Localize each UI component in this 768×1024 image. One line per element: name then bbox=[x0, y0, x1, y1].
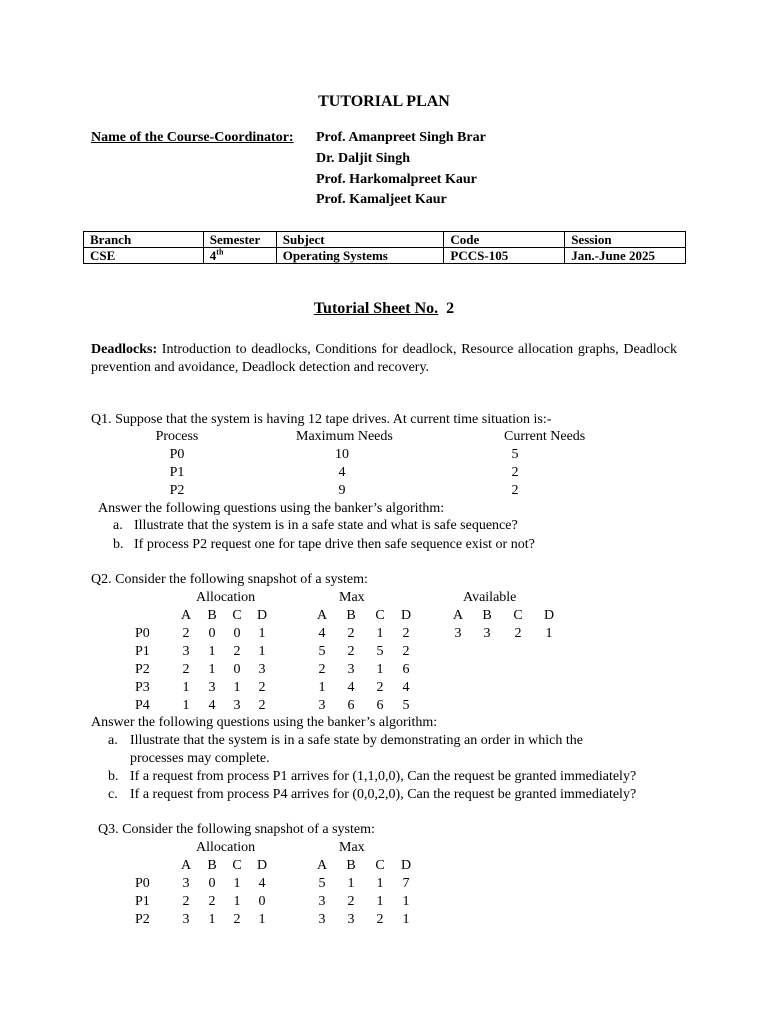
max-cell: 2 bbox=[318, 662, 326, 677]
allocation-cell: 1 bbox=[258, 626, 266, 641]
process-label: P2 bbox=[135, 662, 150, 677]
allocation-cell: 3 bbox=[182, 876, 190, 891]
max-cell: 2 bbox=[347, 626, 355, 641]
allocation-cell: 1 bbox=[208, 662, 216, 677]
max-cell: 5 bbox=[318, 876, 326, 891]
q2-alloc-label: Allocation bbox=[196, 590, 256, 605]
process-label: P0 bbox=[135, 876, 150, 891]
sheet-number: 2 bbox=[446, 300, 455, 317]
available-cell: 3 bbox=[483, 626, 491, 641]
column-letter: D bbox=[256, 608, 268, 623]
q1-col-max bbox=[296, 429, 393, 445]
max-cell: 4 bbox=[402, 680, 410, 695]
q1-current: 2 bbox=[511, 483, 519, 498]
q1-max: 10 bbox=[335, 447, 349, 462]
max-cell: 2 bbox=[376, 912, 384, 927]
max-cell: 2 bbox=[347, 894, 355, 909]
column-letter: A bbox=[316, 608, 328, 623]
allocation-cell: 2 bbox=[233, 912, 241, 927]
available-cell: 1 bbox=[545, 626, 553, 641]
topic-paragraph bbox=[91, 341, 677, 377]
column-letter: D bbox=[543, 608, 555, 623]
allocation-cell: 2 bbox=[182, 662, 190, 677]
allocation-cell: 1 bbox=[233, 680, 241, 695]
max-cell: 6 bbox=[376, 698, 384, 713]
column-letter: C bbox=[232, 608, 242, 623]
q1-col-max-label: Maximum Needs bbox=[296, 429, 393, 444]
q1-process: P1 bbox=[169, 465, 185, 480]
q1-instruction: Answer the following questions using the banker’s algorithm: bbox=[98, 501, 445, 516]
table-row bbox=[84, 248, 686, 264]
topic-text: Introduction to deadlocks, Conditions for deadlock, Resource allocation graphs, Deadlock prevention and avoidance, Deadlock detection and recovery. bbox=[91, 342, 677, 375]
q2-part-text: Illustrate that the system is in a safe state by demonstrating an order in which the bbox=[130, 733, 583, 748]
max-cell: 2 bbox=[402, 644, 410, 659]
allocation-cell: 2 bbox=[208, 894, 216, 909]
coordinator-label: Name of the Course-Coordinator: bbox=[91, 130, 294, 145]
coordinator-name: Prof. Harkomalpreet Kaur bbox=[316, 172, 477, 187]
max-cell: 1 bbox=[402, 912, 410, 927]
max-cell: 2 bbox=[402, 626, 410, 641]
allocation-cell: 3 bbox=[182, 912, 190, 927]
session-value: Jan.-June 2025 bbox=[565, 248, 686, 264]
max-cell: 3 bbox=[318, 912, 326, 927]
available-cell: 2 bbox=[514, 626, 522, 641]
max-cell: 7 bbox=[402, 876, 410, 891]
max-cell: 1 bbox=[318, 680, 326, 695]
header-semester: Semester bbox=[203, 232, 276, 248]
process-label: P1 bbox=[135, 894, 150, 909]
q3-max-label: Max bbox=[339, 840, 365, 855]
max-cell: 2 bbox=[376, 680, 384, 695]
column-letter: B bbox=[346, 608, 356, 623]
allocation-cell: 1 bbox=[208, 912, 216, 927]
allocation-cell: 3 bbox=[258, 662, 266, 677]
q2-part-label: c. bbox=[108, 787, 118, 802]
q1-part-label: a. bbox=[113, 518, 123, 533]
max-cell: 3 bbox=[318, 698, 326, 713]
max-cell: 3 bbox=[347, 662, 355, 677]
max-cell: 6 bbox=[402, 662, 410, 677]
allocation-cell: 2 bbox=[182, 626, 190, 641]
q2-instruction: Answer the following questions using the banker’s algorithm: bbox=[91, 715, 438, 730]
q1-col-current: Current Needs bbox=[504, 429, 586, 444]
column-letter: C bbox=[375, 858, 385, 873]
max-cell: 3 bbox=[318, 894, 326, 909]
column-letter: D bbox=[400, 858, 412, 873]
branch-value: CSE bbox=[84, 248, 204, 264]
column-letter: B bbox=[207, 608, 217, 623]
max-cell: 1 bbox=[376, 662, 384, 677]
allocation-cell: 1 bbox=[182, 680, 190, 695]
allocation-cell: 3 bbox=[208, 680, 216, 695]
q2-max-label: Max bbox=[339, 590, 365, 605]
header-session: Session bbox=[565, 232, 686, 248]
q1-current: 2 bbox=[511, 465, 519, 480]
allocation-cell: 0 bbox=[208, 876, 216, 891]
q2-part-label: a. bbox=[108, 733, 118, 748]
allocation-cell: 0 bbox=[233, 626, 241, 641]
q1-col-process: Process bbox=[155, 429, 199, 444]
semester-suffix: th bbox=[216, 247, 224, 257]
allocation-cell: 0 bbox=[208, 626, 216, 641]
q2-part-text: If a request from process P4 arrives for (0,0,2,0), Can the request be granted immediately? bbox=[130, 787, 637, 802]
table-header-row bbox=[84, 232, 686, 248]
header-branch: Branch bbox=[84, 232, 204, 248]
semester-number: 4 bbox=[209, 248, 217, 263]
column-letter: C bbox=[375, 608, 385, 623]
process-label: P1 bbox=[135, 644, 150, 659]
max-cell: 1 bbox=[402, 894, 410, 909]
process-label: P0 bbox=[135, 626, 150, 641]
page-title: TUTORIAL PLAN bbox=[318, 93, 450, 110]
max-cell: 1 bbox=[376, 894, 384, 909]
column-letter: A bbox=[180, 608, 192, 623]
allocation-cell: 1 bbox=[182, 698, 190, 713]
column-letter: B bbox=[346, 858, 356, 873]
process-label: P4 bbox=[135, 698, 150, 713]
q1-part-label: b. bbox=[113, 537, 124, 552]
allocation-cell: 3 bbox=[182, 644, 190, 659]
column-letter: D bbox=[256, 858, 268, 873]
allocation-cell: 3 bbox=[233, 698, 241, 713]
allocation-cell: 2 bbox=[182, 894, 190, 909]
coordinator-name: Prof. Amanpreet Singh Brar bbox=[316, 130, 486, 145]
max-cell: 5 bbox=[318, 644, 326, 659]
q2-text: Q2. Consider the following snapshot of a system: bbox=[91, 572, 368, 587]
q1-current: 5 bbox=[511, 447, 519, 462]
allocation-cell: 2 bbox=[258, 680, 266, 695]
column-letter: C bbox=[513, 608, 523, 623]
coordinator-name: Prof. Kamaljeet Kaur bbox=[316, 192, 447, 207]
subject-value: Operating Systems bbox=[276, 248, 444, 264]
column-letter: A bbox=[180, 858, 192, 873]
allocation-cell: 4 bbox=[208, 698, 216, 713]
column-letter: D bbox=[400, 608, 412, 623]
max-cell: 4 bbox=[347, 680, 355, 695]
q1-text: Q1. Suppose that the system is having 12 tape drives. At current time situation is:- bbox=[91, 412, 552, 427]
allocation-cell: 1 bbox=[258, 912, 266, 927]
max-cell: 5 bbox=[376, 644, 384, 659]
q1-part-text: Illustrate that the system is in a safe state and what is safe sequence? bbox=[134, 518, 518, 533]
coordinator-name: Dr. Daljit Singh bbox=[316, 151, 411, 166]
column-letter: A bbox=[316, 858, 328, 873]
sheet-label: Tutorial Sheet No. bbox=[313, 300, 439, 317]
column-letter: A bbox=[452, 608, 464, 623]
column-letter: B bbox=[207, 858, 217, 873]
q1-process: P2 bbox=[169, 483, 185, 498]
process-label: P2 bbox=[135, 912, 150, 927]
allocation-cell: 0 bbox=[233, 662, 241, 677]
allocation-cell: 1 bbox=[233, 876, 241, 891]
q1-max: 4 bbox=[338, 465, 346, 480]
column-letter: B bbox=[482, 608, 492, 623]
allocation-cell: 1 bbox=[258, 644, 266, 659]
topic-heading: Deadlocks: bbox=[91, 342, 158, 357]
allocation-cell: 2 bbox=[233, 644, 241, 659]
max-cell: 1 bbox=[376, 876, 384, 891]
max-cell: 1 bbox=[347, 876, 355, 891]
max-cell: 2 bbox=[347, 644, 355, 659]
header-code: Code bbox=[444, 232, 565, 248]
allocation-cell: 0 bbox=[258, 894, 266, 909]
column-letter: C bbox=[232, 858, 242, 873]
q1-max: 9 bbox=[338, 483, 346, 498]
max-cell: 6 bbox=[347, 698, 355, 713]
q2-available-label: Available bbox=[463, 590, 517, 605]
header-subject: Subject bbox=[276, 232, 444, 248]
max-cell: 5 bbox=[402, 698, 410, 713]
max-cell: 4 bbox=[318, 626, 326, 641]
q3-alloc-label: Allocation bbox=[196, 840, 256, 855]
q1-part-text: If process P2 request one for tape drive then safe sequence exist or not? bbox=[134, 537, 535, 552]
code-value: PCCS-105 bbox=[444, 248, 565, 264]
semester-value bbox=[203, 248, 276, 264]
process-label: P3 bbox=[135, 680, 150, 695]
allocation-cell: 4 bbox=[258, 876, 266, 891]
q3-text: Q3. Consider the following snapshot of a system: bbox=[98, 822, 375, 837]
allocation-cell: 1 bbox=[233, 894, 241, 909]
allocation-cell: 1 bbox=[208, 644, 216, 659]
course-info-table bbox=[83, 231, 686, 264]
allocation-cell: 2 bbox=[258, 698, 266, 713]
max-cell: 1 bbox=[376, 626, 384, 641]
max-cell: 3 bbox=[347, 912, 355, 927]
sheet-heading bbox=[0, 300, 768, 318]
q2-part-label: b. bbox=[108, 769, 119, 784]
q2-part-text: If a request from process P1 arrives for (1,1,0,0), Can the request be granted immediately? bbox=[130, 769, 637, 784]
available-cell: 3 bbox=[454, 626, 462, 641]
q2-part-text-cont: processes may complete. bbox=[130, 751, 270, 766]
q1-process: P0 bbox=[169, 447, 185, 462]
